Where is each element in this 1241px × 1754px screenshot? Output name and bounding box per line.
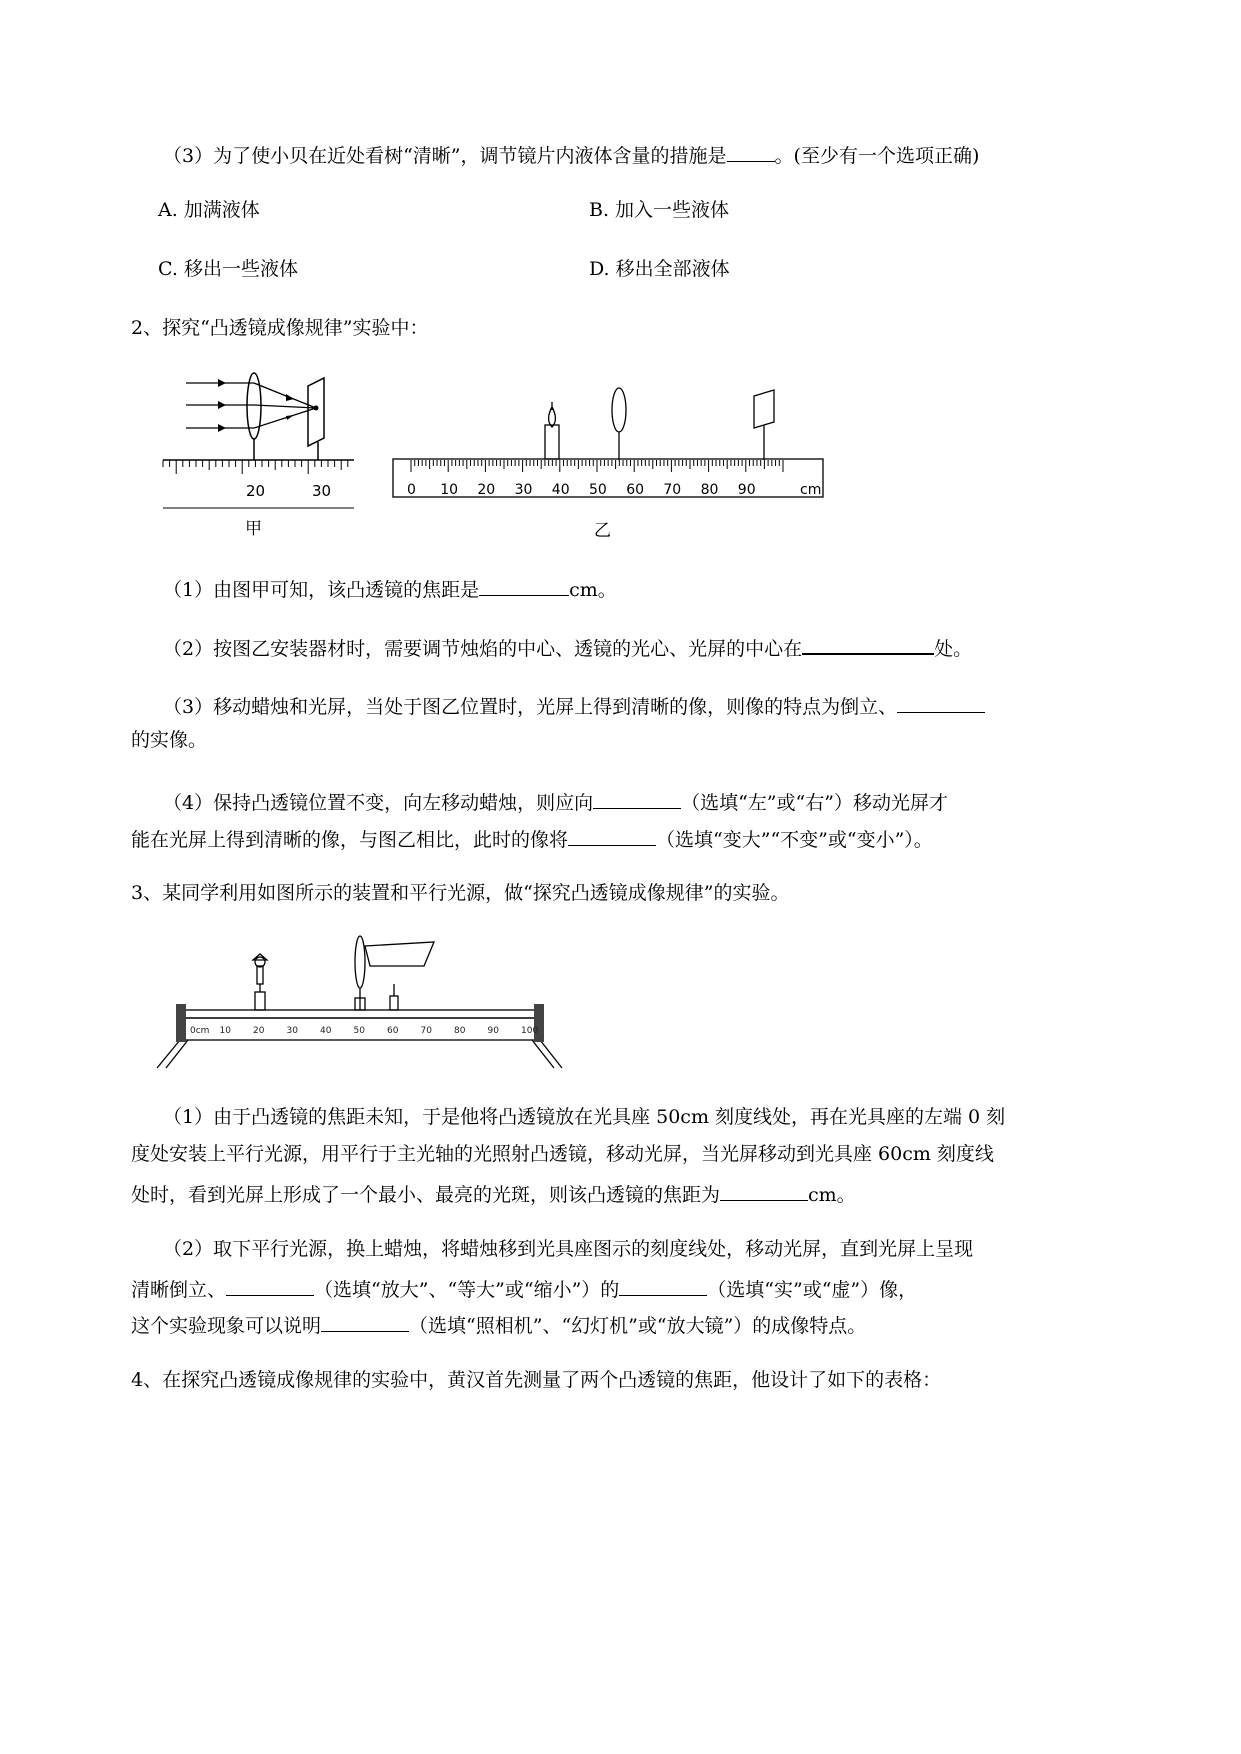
q3-part1-text-end: cm。 xyxy=(808,1184,856,1206)
answer-blank[interactable] xyxy=(619,1277,707,1296)
q3-part1-line2: 度处安装上平行光源，用平行于主光轴的光照射凸透镜，移动光屏，当光屏移动到光具座 60cm 刻度线 xyxy=(131,1143,994,1165)
q2-part1 xyxy=(163,577,617,600)
q3-part1-line1: （1）由于凸透镜的焦距未知，于是他将凸透镜放在光具座 50cm 刻度线处，再在光具座的左端 0 刻 xyxy=(163,1106,1006,1128)
answer-blank[interactable] xyxy=(568,827,656,846)
tick-label: 90 xyxy=(737,482,756,498)
bench-tick-label: 30 xyxy=(286,1026,298,1036)
q2-part3 xyxy=(163,694,985,717)
figure-label-yi: 乙 xyxy=(594,521,611,541)
q3-part2-text-c: （选填“实”或“虚”）像， xyxy=(707,1279,918,1301)
q3-part2-text-e: （选填“照相机”、“幻灯机”或“放大镜”）的成像特点。 xyxy=(409,1315,867,1337)
q3-part2-line1: （2）取下平行光源，换上蜡烛，将蜡烛移到光具座图示的刻度线处，移动光屏，直到光屏上呈现 xyxy=(163,1238,974,1260)
q1-part3-text-end: 。(至少有一个选项正确) xyxy=(774,145,980,167)
q2-part1-text: （1）由图甲可知，该凸透镜的焦距是 xyxy=(163,579,480,601)
q2-part4-text-end: （选填“变大”“不变”或“变小”）。 xyxy=(656,829,933,851)
answer-blank[interactable] xyxy=(720,1182,808,1201)
bench-tick-label: 90 xyxy=(487,1026,499,1036)
bench-tick-label: 60 xyxy=(387,1026,399,1036)
ruler-unit: cm xyxy=(800,482,822,498)
q2-part2 xyxy=(163,635,972,659)
q2-title: 2、探究“凸透镜成像规律”实验中： xyxy=(131,317,429,339)
answer-blank[interactable] xyxy=(593,790,681,809)
answer-blank[interactable] xyxy=(802,635,934,655)
answer-blank[interactable] xyxy=(226,1277,314,1296)
figure-jia xyxy=(158,372,368,542)
option-c: C. 移出一些液体 xyxy=(158,258,298,280)
answer-blank[interactable] xyxy=(727,143,775,162)
q3-part1-line3 xyxy=(131,1182,856,1205)
q3-part2-text-d: 这个实验现象可以说明 xyxy=(131,1315,322,1337)
bench-tick-label: 0cm xyxy=(190,1026,210,1036)
q2-part1-text-end: cm。 xyxy=(569,579,617,601)
bench-tick-label: 100 xyxy=(521,1026,539,1036)
option-a: A. 加满液体 xyxy=(158,199,260,221)
bench-tick-label: 70 xyxy=(420,1026,432,1036)
q2-part4 xyxy=(163,790,948,813)
figure-label-jia: 甲 xyxy=(245,519,262,539)
answer-blank[interactable] xyxy=(897,694,985,713)
option-b: B. 加入一些液体 xyxy=(589,199,730,221)
tick-label: 20 xyxy=(477,482,496,498)
q1-part3 xyxy=(163,143,979,166)
tick-label-30: 30 xyxy=(312,482,332,500)
answer-blank[interactable] xyxy=(321,1313,409,1332)
q2-part2-text: （2）按图乙安装器材时，需要调节烛焰的中心、透镜的光心、光屏的中心在 xyxy=(163,638,803,660)
tick-label: 10 xyxy=(440,482,459,498)
q1-part3-text: （3）为了使小贝在近处看树“清晰”，调节镜片内液体含量的措施是 xyxy=(163,145,727,167)
figure-yi xyxy=(390,372,830,542)
tick-label: 50 xyxy=(589,482,607,498)
q2-part3-cont: 的实像。 xyxy=(131,729,208,751)
tick-label: 80 xyxy=(700,482,719,498)
q2-part4-cont xyxy=(131,827,933,850)
q2-part4-text-mid: （选填“左”或“右”）移动光屏才 xyxy=(681,792,948,814)
q3-part2-line3 xyxy=(131,1313,866,1336)
tick-label: 30 xyxy=(514,482,533,498)
option-d: D. 移出全部液体 xyxy=(589,258,730,280)
tick-label-20: 20 xyxy=(246,482,266,500)
tick-label: 40 xyxy=(551,482,570,498)
q2-part3-text: （3）移动蜡烛和光屏，当处于图乙位置时，光屏上得到清晰的像，则像的特点为倒立、 xyxy=(163,696,898,718)
q3-part1-text: 处时，看到光屏上形成了一个最小、最亮的光斑，则该凸透镜的焦距为 xyxy=(131,1184,721,1206)
q4-title: 4、在探究凸透镜成像规律的实验中，黄汉首先测量了两个凸透镜的焦距，他设计了如下的表格： xyxy=(131,1369,942,1391)
q2-part2-text-end: 处。 xyxy=(934,638,973,660)
figure-optical-bench xyxy=(152,932,582,1072)
tick-label: 0 xyxy=(407,482,416,498)
q3-title: 3、某同学利用如图所示的装置和平行光源，做“探究凸透镜成像规律”的实验。 xyxy=(131,882,790,904)
bench-tick-label: 80 xyxy=(454,1026,466,1036)
bench-tick-label: 40 xyxy=(320,1026,332,1036)
q3-part2-text-b: （选填“放大”、“等大”或“缩小”）的 xyxy=(314,1279,620,1301)
answer-blank[interactable] xyxy=(479,577,569,596)
bench-tick-label: 10 xyxy=(219,1026,231,1036)
tick-label: 60 xyxy=(626,482,645,498)
q3-part2-line2 xyxy=(131,1277,917,1300)
bench-tick-label: 20 xyxy=(253,1026,265,1036)
q3-part2-text-a: 清晰倒立、 xyxy=(131,1279,227,1301)
bench-tick-label: 50 xyxy=(353,1026,365,1036)
tick-label: 70 xyxy=(663,482,682,498)
q2-part4-text: （4）保持凸透镜位置不变，向左移动蜡烛，则应向 xyxy=(163,792,594,814)
q2-part4-text2: 能在光屏上得到清晰的像，与图乙相比，此时的像将 xyxy=(131,829,569,851)
